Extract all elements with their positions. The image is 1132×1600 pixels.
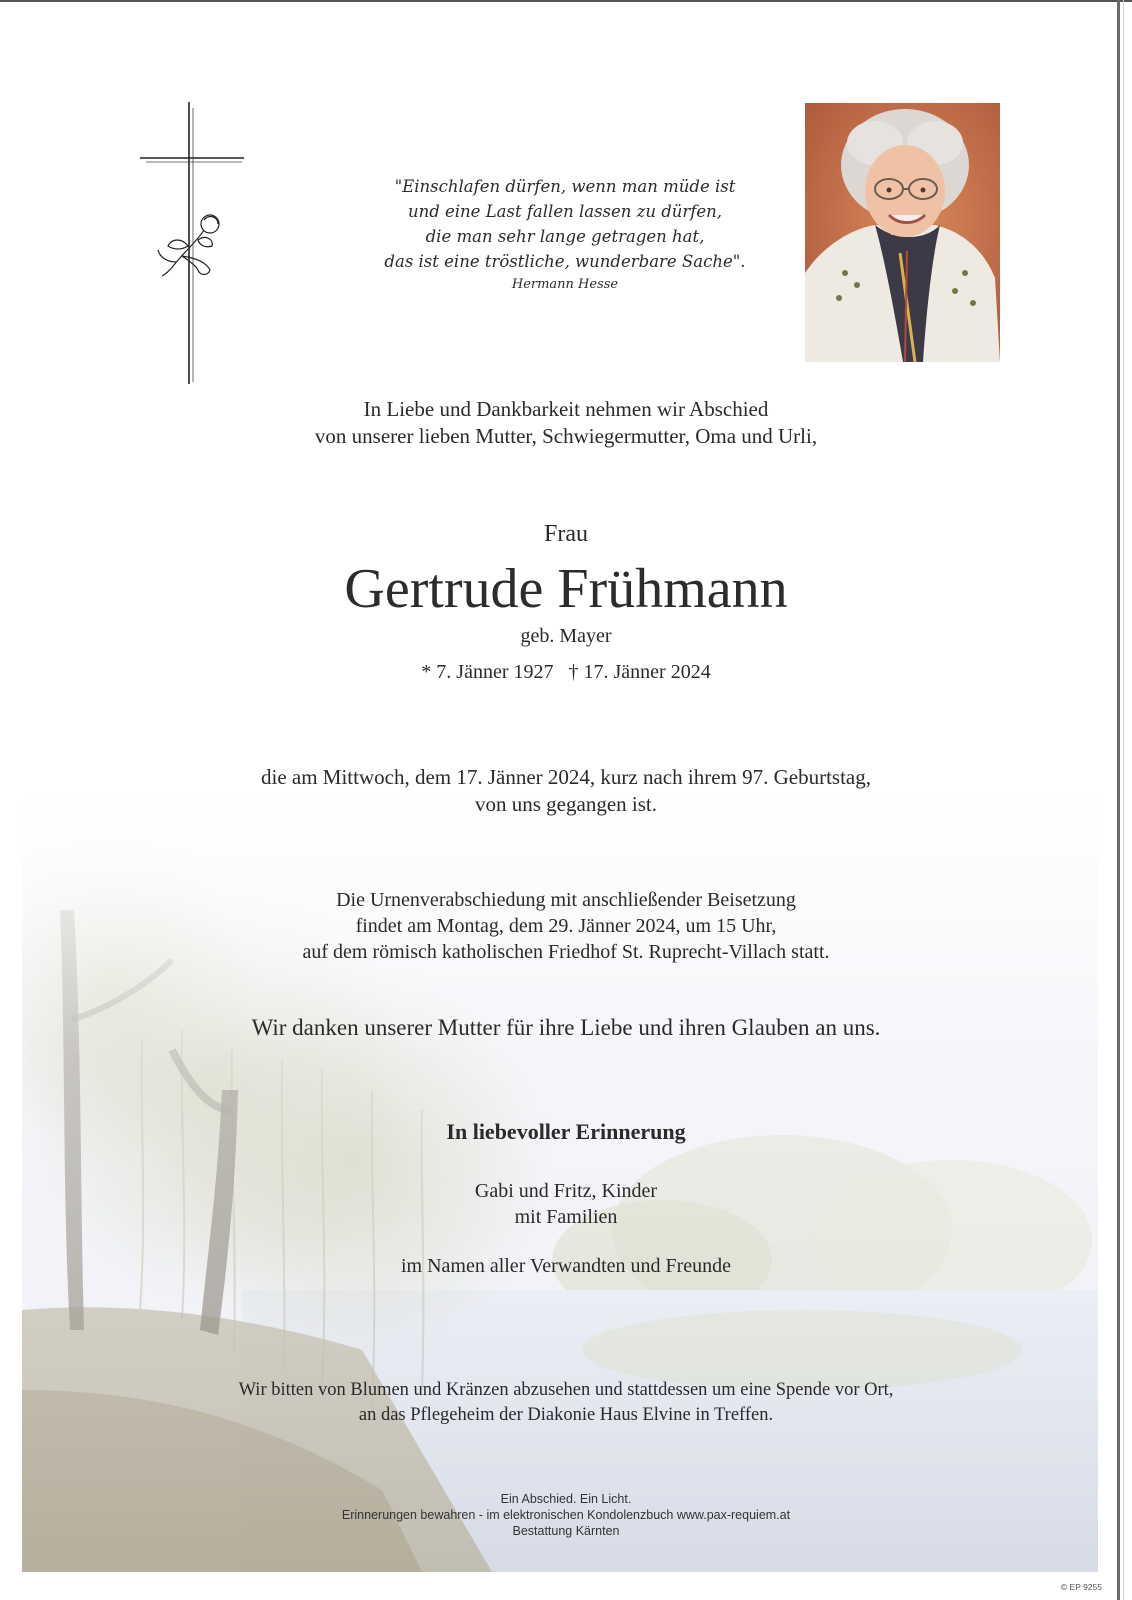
death-notice-line: die am Mittwoch, dem 17. Jänner 2024, kurz nach ihrem 97. Geburtstag,	[260, 765, 871, 789]
intro-line: von unserer lieben Mutter, Schwiegermutter, Oma und Urli,	[314, 424, 818, 448]
farewell-intro	[0, 396, 1132, 450]
footer-company: Bestattung Kärnten	[512, 1524, 620, 1538]
salutation: Frau	[544, 521, 588, 547]
footer-condolence-book: Erinnerungen bewahren - im elektronischen Kondolenzbuch www.pax-requiem.at	[341, 1508, 791, 1522]
footer-slogan: Ein Abschied. Ein Licht.	[500, 1492, 632, 1506]
memorial-quote	[340, 174, 790, 296]
death-date: † 17. Jänner 2024	[568, 661, 711, 683]
thanks-text: Wir danken unserer Mutter für ihre Liebe und ihren Glauben an uns.	[251, 1015, 881, 1040]
quote-author: Hermann Hesse	[511, 277, 619, 292]
mourners-line: mit Familien	[514, 1206, 618, 1228]
quote-line: und eine Last fallen lassen zu dürfen,	[407, 202, 723, 221]
intro-line: In Liebe und Dankbarkeit nehmen wir Abschied	[363, 397, 769, 421]
birth-date: * 7. Jänner 1927	[421, 661, 554, 683]
cross-with-rose-icon	[138, 100, 248, 386]
donation-request	[0, 1378, 1132, 1428]
memory-heading: In liebevoller Erinnerung	[446, 1119, 686, 1144]
life-dates	[0, 661, 1132, 684]
maiden-name: geb. Mayer	[520, 625, 612, 647]
quote-line: "Einschlafen dürfen, wenn man müde ist	[394, 177, 736, 196]
death-notice-line: von uns gegangen ist.	[475, 792, 657, 816]
ceremony-details	[0, 887, 1132, 965]
ceremony-line: auf dem römisch katholischen Friedhof St. Ruprecht-Villach statt.	[302, 941, 830, 963]
mourners-line: Gabi und Fritz, Kinder	[474, 1180, 658, 1202]
relatives-line: im Namen aller Verwandten und Freunde	[400, 1255, 732, 1277]
mourners	[0, 1178, 1132, 1230]
quote-line: das ist eine tröstliche, wunderbare Sache".	[384, 252, 746, 271]
ceremony-line: findet am Montag, dem 29. Jänner 2024, um 15 Uhr,	[355, 915, 777, 937]
document-code: © EP 9255	[1060, 1582, 1102, 1592]
donation-line: an das Pflegeheim der Diakonie Haus Elvine in Treffen.	[358, 1405, 774, 1425]
deceased-name: Gertrude Frühmann	[344, 558, 788, 620]
portrait-photo	[805, 103, 1000, 362]
quote-line: die man sehr lange getragen hat,	[425, 227, 705, 246]
scan-edge-top	[0, 0, 1132, 2]
donation-line: Wir bitten von Blumen und Kränzen abzusehen und stattdessen um eine Spende vor Ort,	[238, 1380, 894, 1400]
footer	[0, 1491, 1132, 1539]
death-notice	[0, 764, 1132, 818]
ceremony-line: Die Urnenverabschiedung mit anschließender Beisetzung	[336, 889, 796, 911]
